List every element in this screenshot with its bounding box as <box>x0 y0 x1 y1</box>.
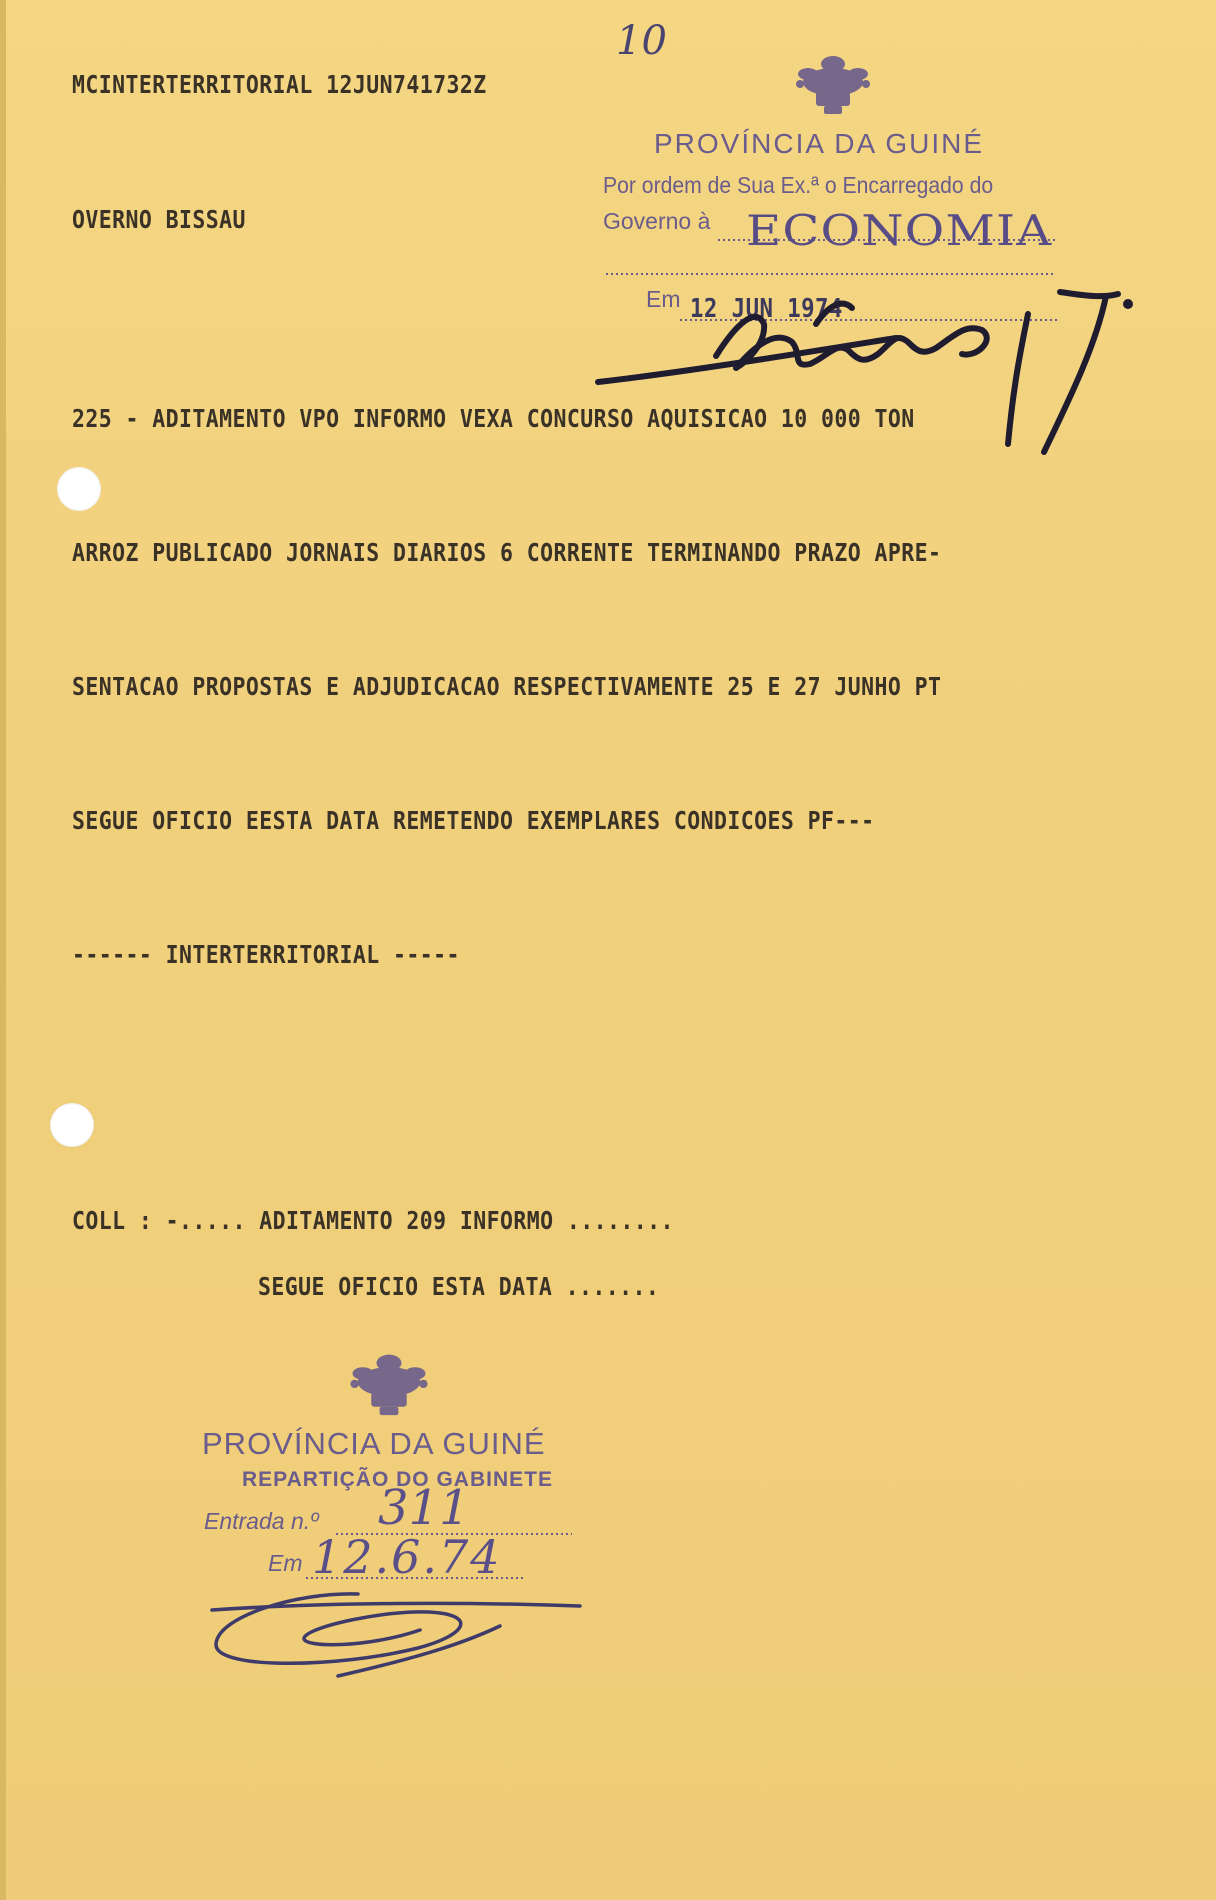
stamp-order-line: Por ordem de Sua Ex.ª o Encarregado do <box>603 172 994 198</box>
stamp-dotted-line-2 <box>606 272 1056 276</box>
punch-hole-top <box>57 467 101 511</box>
stamp-date-label: Em <box>646 286 681 312</box>
message-line-5: ------ INTERTERRITORIAL ----- <box>72 940 460 969</box>
stamp-date-line-bottom <box>306 1576 526 1580</box>
stamp-date-value-bottom: 12.6.74 <box>312 1530 502 1584</box>
message-line-4: SEGUE OFICIO EESTA DATA REMETENDO EXEMPLARES CONDICOES PF--- <box>72 806 875 835</box>
stamp-subtitle-bottom: REPARTIÇÃO DO GABINETE <box>242 1468 553 1491</box>
collation-line-2: SEGUE OFICIO ESTA DATA ....... <box>258 1272 660 1301</box>
punch-hole-bottom <box>50 1103 94 1147</box>
message-line-3: SENTACAO PROPOSTAS E ADJUDICACAO RESPECTIVAMENTE 25 E 27 JUNHO PT <box>72 672 942 701</box>
addressee: OVERNO BISSAU <box>72 205 246 234</box>
stamp-title-bottom: PROVÍNCIA DA GUINÉ <box>202 1426 546 1461</box>
page-mark: 10 <box>616 18 667 64</box>
collation-line-1: COLL : -..... ADITAMENTO 209 INFORMO ........ <box>72 1206 674 1235</box>
message-line-2: ARROZ PUBLICADO JORNAIS DIARIOS 6 CORRENTE TERMINANDO PRAZO APRE- <box>72 538 942 567</box>
signature-bottom <box>208 1586 588 1686</box>
stamp-department-value: ECONOMIA <box>746 206 1053 255</box>
routing-line: MCINTERTERRITORIAL 12JUN741732Z <box>72 70 487 99</box>
stamp-governo-label: Governo à <box>603 208 711 234</box>
paper-edge <box>0 0 6 1900</box>
coat-of-arms-icon <box>786 52 880 122</box>
stamp-title-top: PROVÍNCIA DA GUINÉ <box>654 128 985 159</box>
coat-of-arms-icon-bottom <box>340 1350 438 1424</box>
stamp-date-label-bottom: Em <box>268 1550 303 1576</box>
stamp-date-value: 12 JUN 1974 <box>690 294 843 324</box>
message-line-1: 225 - ADITAMENTO VPO INFORMO VEXA CONCURSO AQUISICAO 10 000 TON <box>72 404 915 433</box>
stamp-entrada-label: Entrada n.º <box>204 1508 319 1534</box>
stamp-entrada-value: 311 <box>378 1480 470 1536</box>
